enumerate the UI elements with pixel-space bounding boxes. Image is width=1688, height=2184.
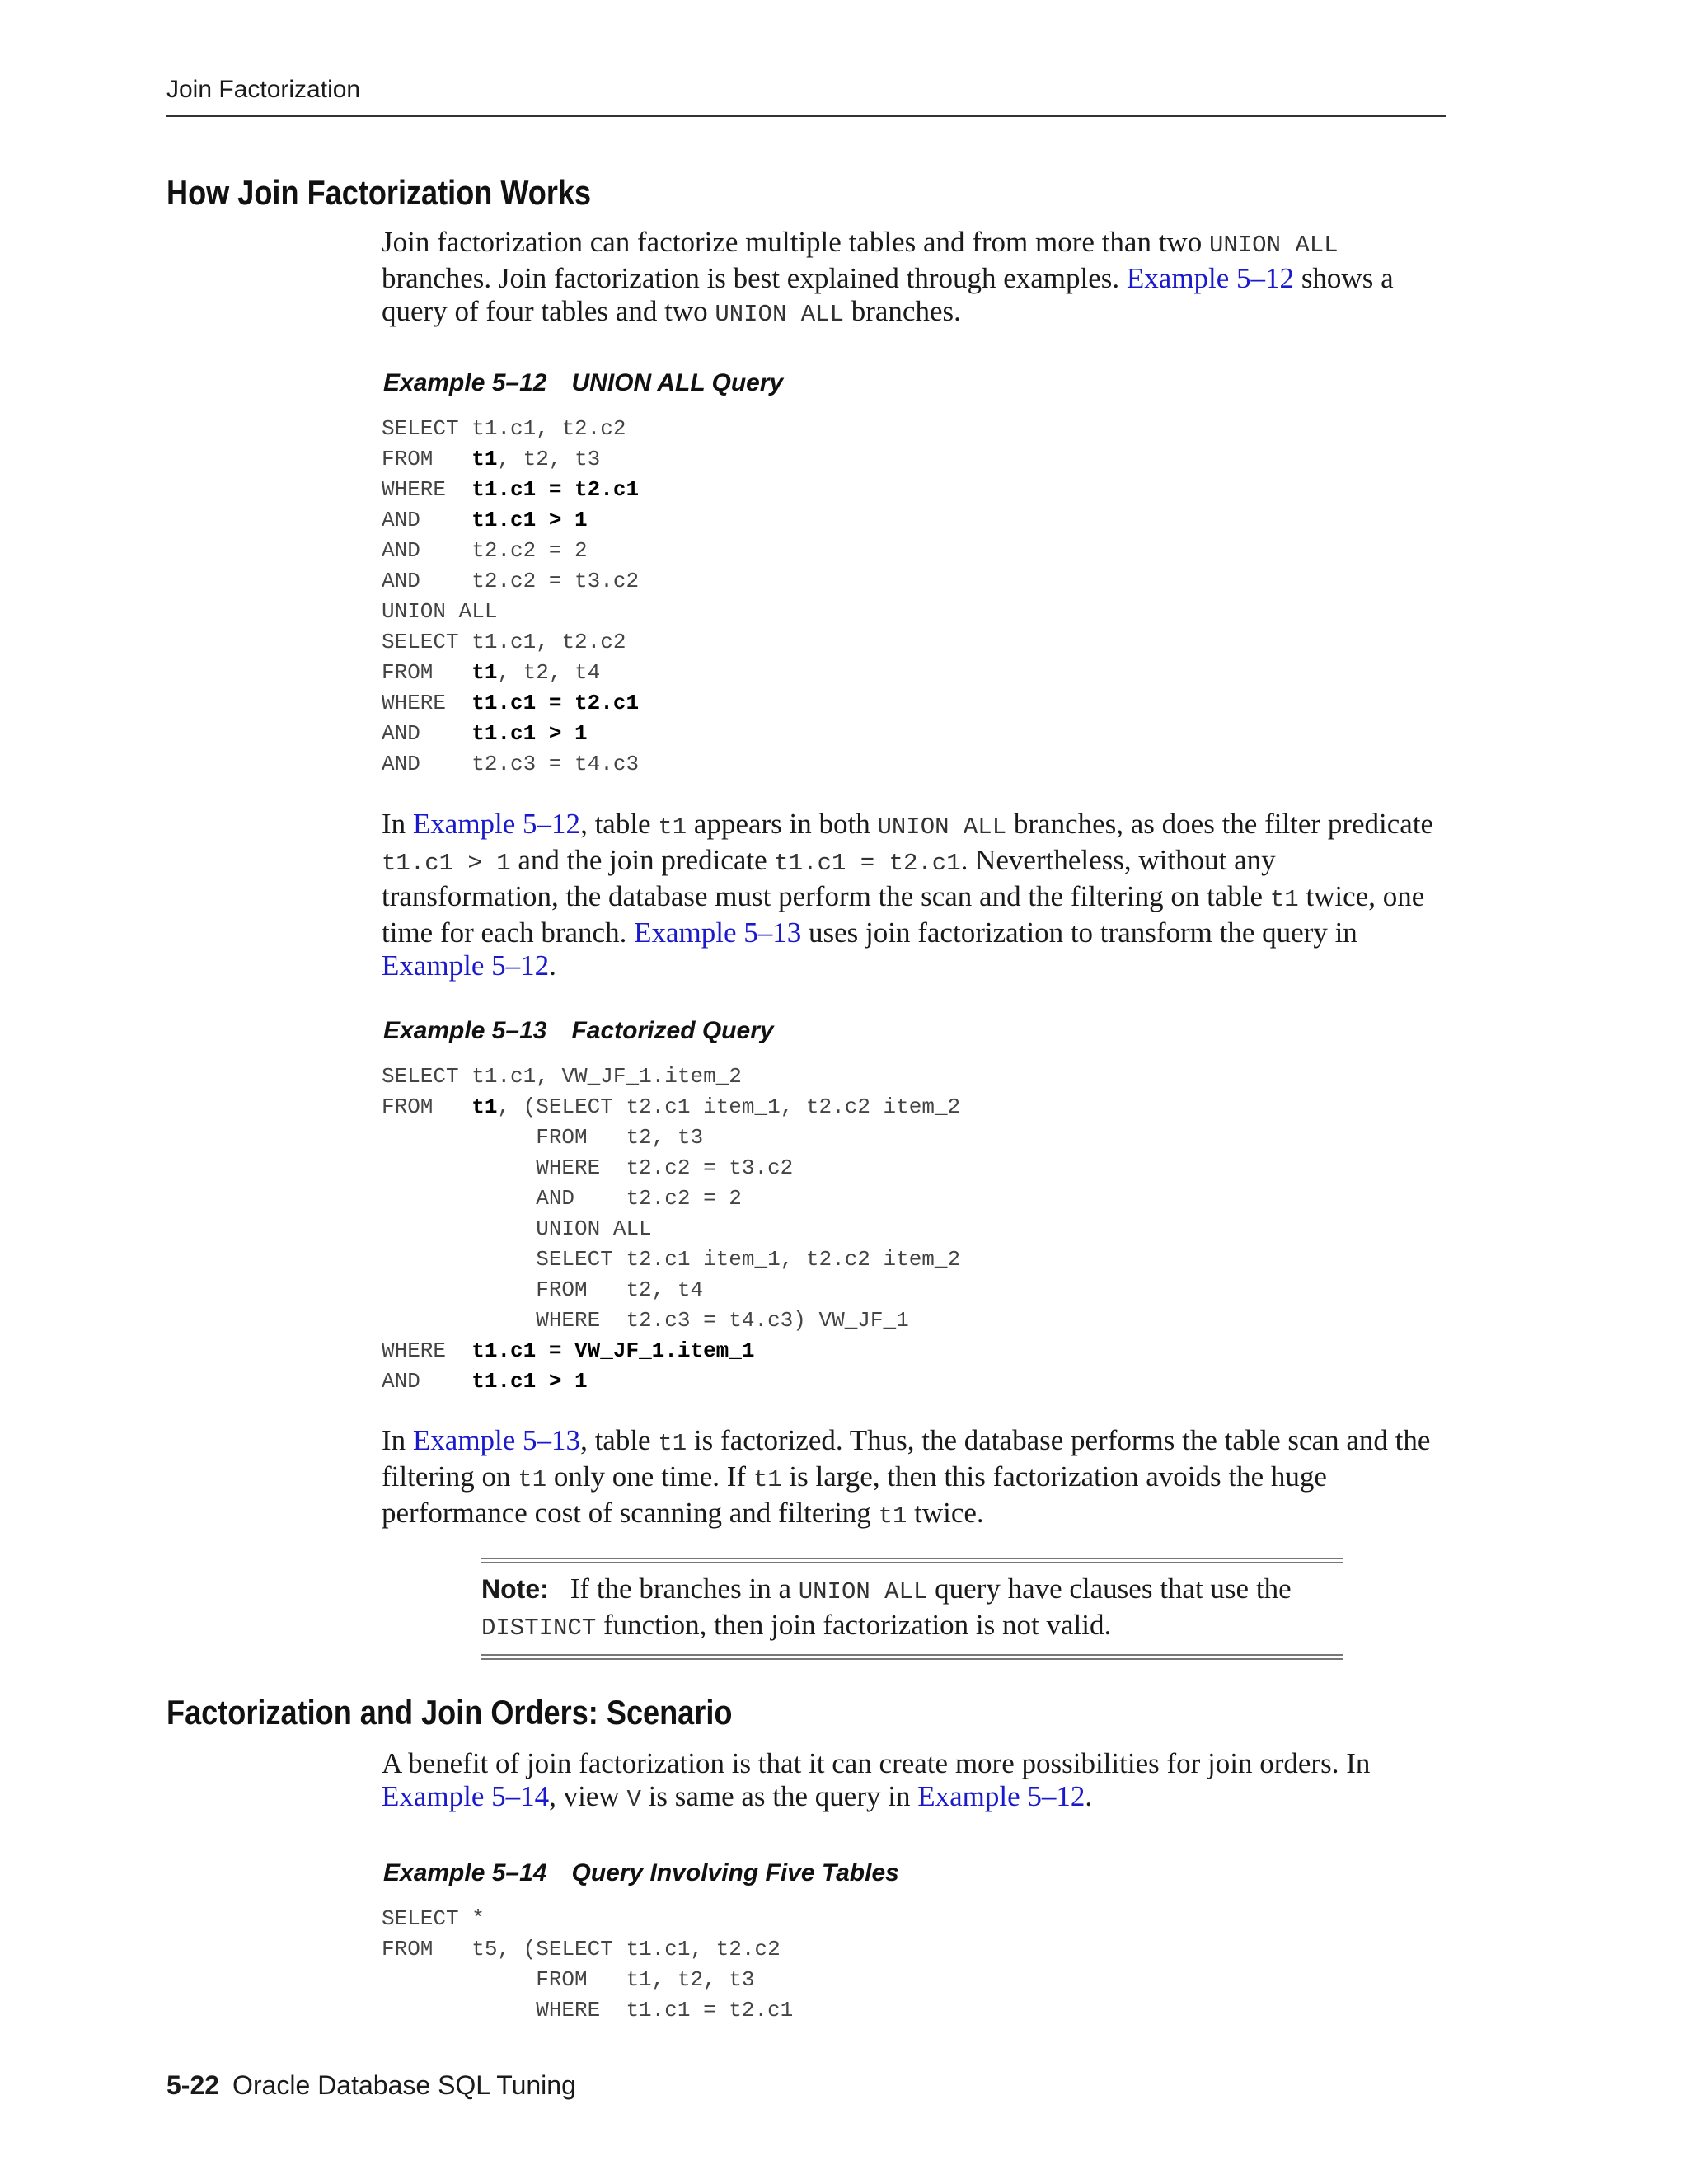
- code-line: FROM t1, t2, t3: [382, 1967, 755, 1992]
- section-heading-factorization-and-join-orders: Factorization and Join Orders: Scenario: [166, 1693, 733, 1732]
- code-line: SELECT t1.c1, VW_JF_1.item_2: [382, 1064, 742, 1089]
- code-line: AND t2.c2 = 2: [382, 538, 588, 563]
- code-line: UNION ALL: [382, 1216, 652, 1241]
- running-header: Join Factorization: [166, 76, 361, 103]
- code-line: AND t2.c2 = t3.c2: [382, 569, 640, 593]
- book-title: Oracle Database SQL Tuning: [232, 2070, 576, 2100]
- code-line: SELECT t1.c1, t2.c2: [382, 416, 626, 441]
- code-line: FROM t1, t2, t3: [382, 447, 601, 471]
- code-block-example-5-13: [382, 1062, 960, 1397]
- link-example-5-12[interactable]: Example 5–12: [917, 1780, 1085, 1812]
- example-5-14-title: Example 5–14 Query Involving Five Tables: [383, 1859, 899, 1886]
- code-line: SELECT *: [382, 1906, 485, 1931]
- note-top-rule: [481, 1558, 1343, 1563]
- link-example-5-13[interactable]: Example 5–13: [634, 916, 802, 949]
- page-footer: [166, 2070, 576, 2101]
- code-line: FROM t2, t3: [382, 1125, 704, 1150]
- code-line: AND t2.c3 = t4.c3: [382, 752, 640, 776]
- scenario-paragraph: A benefit of join factorization is that it can create more possibilities for join orders. In Example 5–14, view V is same as the query in Example 5–12.: [382, 1747, 1371, 1813]
- link-example-5-12[interactable]: Example 5–12: [1126, 262, 1295, 294]
- code-line: WHERE t2.c3 = t4.c3) VW_JF_1: [382, 1308, 909, 1333]
- code-line: FROM t1, t2, t4: [382, 660, 601, 685]
- code-line: AND t2.c2 = 2: [382, 1186, 742, 1211]
- code-line: AND t1.c1 > 1: [382, 721, 588, 746]
- code-line: WHERE t1.c1 = t2.c1: [382, 477, 640, 502]
- code-line: UNION ALL: [382, 599, 498, 624]
- code-line: SELECT t2.c1 item_1, t2.c2 item_2: [382, 1247, 961, 1272]
- explanation-paragraph-1: In Example 5–12, table t1 appears in both UNION ALL branches, as does the filter predicate t1.c1 > 1 and the join predicate t1.c1 = t2.c1. Nevertheless, without any transformation, the database must perform the scan and the filtering on table t1 twice, one time for each branch. Example 5–13 uses join factorization to transform the query in Example 5–12.: [382, 808, 1434, 982]
- intro-paragraph: Join factorization can factorize multiple tables and from more than two UNION ALL branches. Join factorization is best explained through examples. Example 5–12 shows a query of four tables and two UNION ALL branches.: [382, 226, 1394, 328]
- code-line: FROM t5, (SELECT t1.c1, t2.c2: [382, 1937, 781, 1961]
- code-line: SELECT t1.c1, t2.c2: [382, 630, 626, 654]
- note-label: Note:: [481, 1574, 549, 1604]
- code-line: WHERE t1.c1 = t2.c1: [382, 1998, 794, 2022]
- code-line: WHERE t1.c1 = t2.c1: [382, 691, 640, 715]
- code-line: AND t1.c1 > 1: [382, 508, 588, 532]
- code-line: AND t1.c1 > 1: [382, 1369, 588, 1394]
- link-example-5-13[interactable]: Example 5–13: [412, 1424, 581, 1456]
- note-box: Note: If the branches in a UNION ALL query have clauses that use the DISTINCT function, then join factorization is not valid.: [481, 1572, 1292, 1642]
- link-example-5-12[interactable]: Example 5–12: [412, 808, 581, 840]
- link-example-5-12[interactable]: Example 5–12: [382, 949, 550, 982]
- link-example-5-14[interactable]: Example 5–14: [382, 1780, 550, 1812]
- example-5-13-title: Example 5–13 Factorized Query: [383, 1017, 774, 1044]
- header-rule: [166, 115, 1446, 117]
- section-heading-how-join-factorization-works: How Join Factorization Works: [166, 173, 592, 212]
- code-line: FROM t1, (SELECT t2.c1 item_1, t2.c2 item_2: [382, 1094, 961, 1119]
- page-number: 5-22: [166, 2070, 220, 2100]
- code-block-example-5-12: [382, 414, 639, 780]
- example-5-12-title: Example 5–12 UNION ALL Query: [383, 369, 784, 396]
- code-line: WHERE t1.c1 = VW_JF_1.item_1: [382, 1338, 755, 1363]
- explanation-paragraph-2: In Example 5–13, table t1 is factorized. Thus, the database performs the table scan and the filtering on t1 only one time. If t1 is large, then this factorization avoids the huge performance cost of scanning and filtering t1 twice.: [382, 1424, 1431, 1530]
- note-bottom-rule: [481, 1654, 1343, 1660]
- code-block-example-5-14: [382, 1904, 793, 2026]
- code-line: FROM t2, t4: [382, 1277, 704, 1302]
- code-line: WHERE t2.c2 = t3.c2: [382, 1155, 794, 1180]
